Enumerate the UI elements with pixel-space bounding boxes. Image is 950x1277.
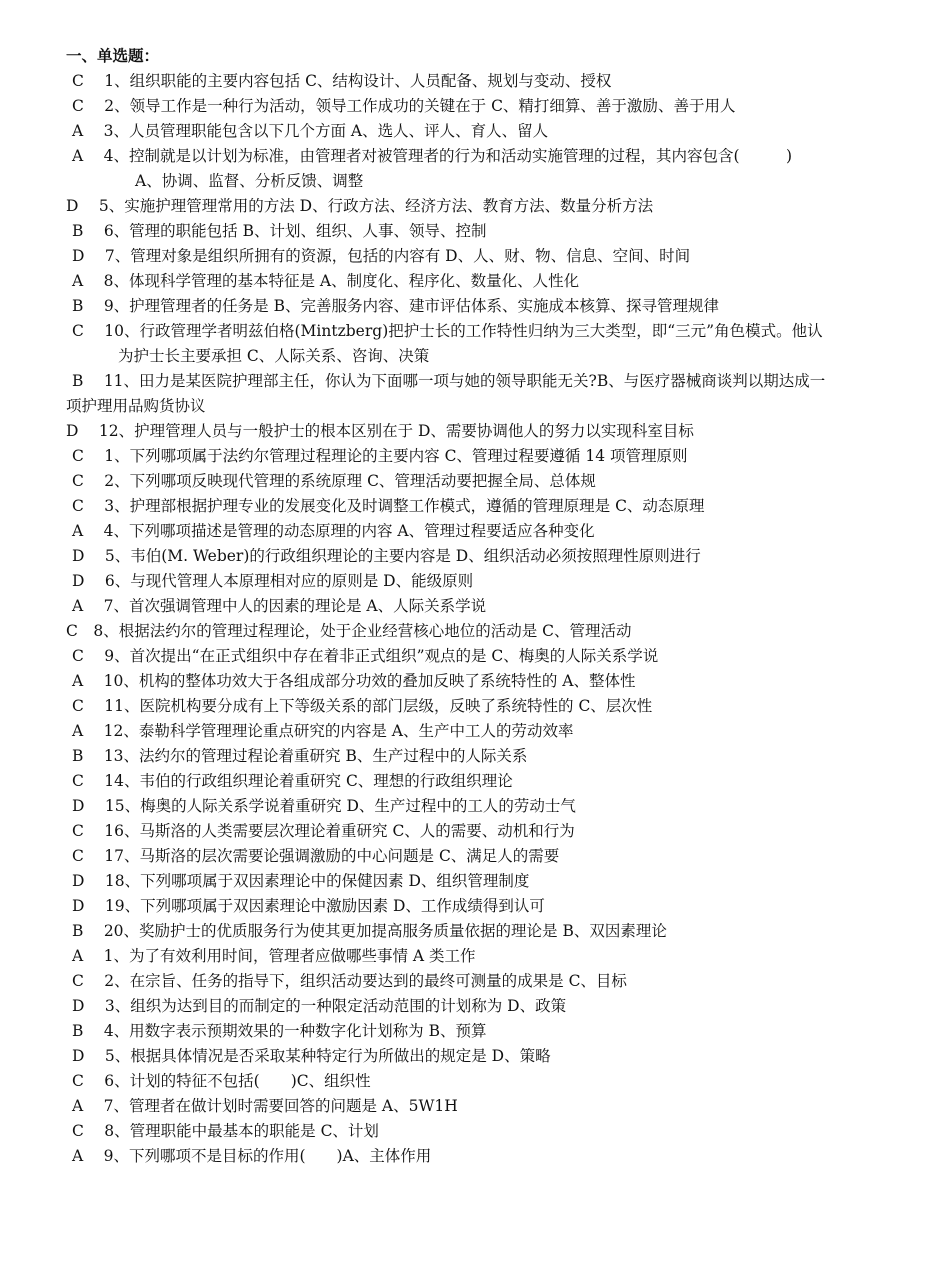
list-item: C 11、医院机构要分成有上下等级关系的部门层级，反映了系统特性的 C、层次性 (72, 697, 653, 715)
list-item: D 3、组织为达到目的而制定的一种限定活动范围的计划称为 D、政策 (72, 997, 567, 1015)
list-item: A 4、下列哪项描述是管理的动态原理的内容 A、管理过程要适应各种变化 (72, 522, 595, 540)
list-item: A 12、泰勒科学管理理论重点研究的内容是 A、生产中工人的劳动效率 (72, 722, 574, 740)
section-heading: 一、单选题： (66, 46, 160, 65)
list-item: D 5、韦伯(M. Weber)的行政组织理论的主要内容是 D、组织活动必须按照理性原则进行 (72, 547, 701, 565)
list-item: A 9、下列哪项不是目标的作用( )A、主体作用 (72, 1147, 432, 1165)
list-item: C 9、首次提出“在正式组织中存在着非正式组织”观点的是 C、梅奥的人际关系学说 (72, 647, 659, 665)
list-item: B 20、奖励护士的优质服务行为使其更加提高服务质量依据的理论是 B、双因素理论 (72, 922, 667, 940)
list-item: B 9、护理管理者的任务是 B、完善服务内容、建市评估体系、实施成本核算、探寻管理规律 (72, 297, 719, 315)
list-item: C 2、领导工作是一种行为活动，领导工作成功的关键在于 C、精打细算、善于激励、善于用人 (72, 97, 736, 115)
list-item: B 6、管理的职能包括 B、计划、组织、人事、领导、控制 (72, 222, 487, 240)
list-item: C 10、行政管理学者明兹伯格(Mintzberg)把护士长的工作特性归纳为三大类型，即“三元”角色模式。他认 (72, 322, 823, 340)
list-item: A 7、管理者在做计划时需要回答的问题是 A、5W1H (72, 1097, 458, 1115)
list-item: C 2、在宗旨、任务的指导下，组织活动要达到的最终可测量的成果是 C、目标 (72, 972, 627, 990)
list-item: D 18、下列哪项属于双因素理论中的保健因素 D、组织管理制度 (72, 872, 530, 890)
list-item: A 7、首次强调管理中人的因素的理论是 A、人际关系学说 (72, 597, 487, 615)
list-item: D 5、根据具体情况是否采取某种特定行为所做出的规定是 D、策略 (72, 1047, 551, 1065)
list-item: D 7、管理对象是组织所拥有的资源，包括的内容有 D、人、财、物、信息、空间、时间 (72, 247, 691, 265)
list-item: A 1、为了有效利用时间，管理者应做哪些事情 A 类工作 (72, 947, 476, 965)
list-item: A 4、控制就是以计划为标准，由管理者对被管理者的行为和活动实施管理的过程，其内容包含( ) (72, 147, 793, 165)
list-item: C 6、计划的特征不包括( )C、组织性 (72, 1072, 371, 1090)
list-item: A 8、体现科学管理的基本特征是 A、制度化、程序化、数量化、人性化 (72, 272, 580, 290)
list-item: A 3、人员管理职能包含以下几个方面 A、选人、评人、育人、留人 (72, 122, 549, 140)
list-item: C 3、护理部根据护理专业的发展变化及时调整工作模式，遵循的管理原理是 C、动态原理 (72, 497, 705, 515)
list-item: C 2、下列哪项反映现代管理的系统原理 C、管理活动要把握全局、总体规 (72, 472, 596, 490)
list-item: D 15、梅奥的人际关系学说着重研究 D、生产过程中的工人的劳动士气 (72, 797, 576, 815)
list-item-continuation: A、协调、监督、分析反馈、调整 (135, 172, 364, 190)
list-item: B 13、法约尔的管理过程论着重研究 B、生产过程中的人际关系 (72, 747, 528, 765)
list-item: C 17、马斯洛的层次需要论强调激励的中心问题是 C、满足人的需要 (72, 847, 560, 865)
list-item-continuation: 为护士长主要承担 C、人际关系、咨询、决策 (118, 347, 430, 365)
list-item: C 1、下列哪项属于法约尔管理过程理论的主要内容 C、管理过程要遵循 14 项管理原则 (72, 447, 688, 465)
list-item: B 11、田力是某医院护理部主任，你认为下面哪一项与她的领导职能无关?B、与医疗器械商谈判以期达成一 (72, 372, 826, 390)
list-item: C 1、组织职能的主要内容包括 C、结构设计、人员配备、规划与变动、授权 (72, 72, 612, 90)
list-item: D 5、实施护理管理常用的方法 D、行政方法、经济方法、教育方法、数量分析方法 (66, 197, 654, 215)
list-item: C 14、韦伯的行政组织理论着重研究 C、理想的行政组织理论 (72, 772, 513, 790)
list-item: C 8、根据法约尔的管理过程理论，处于企业经营核心地位的活动是 C、管理活动 (66, 622, 632, 640)
list-item: A 10、机构的整体功效大于各组成部分功效的叠加反映了系统特性的 A、整体性 (72, 672, 636, 690)
list-item: C 16、马斯洛的人类需要层次理论着重研究 C、人的需要、动机和行为 (72, 822, 575, 840)
list-item: B 4、用数字表示预期效果的一种数字化计划称为 B、预算 (72, 1022, 487, 1040)
list-item: D 19、下列哪项属于双因素理论中激励因素 D、工作成绩得到认可 (72, 897, 545, 915)
list-item: C 8、管理职能中最基本的职能是 C、计划 (72, 1122, 379, 1140)
list-item-continuation: 项护理用品购货协议 (66, 397, 206, 415)
list-item: D 6、与现代管理人本原理相对应的原则是 D、能级原则 (72, 572, 474, 590)
list-item: D 12、护理管理人员与一般护士的根本区别在于 D、需要协调他人的努力以实现科室目标 (66, 422, 694, 440)
